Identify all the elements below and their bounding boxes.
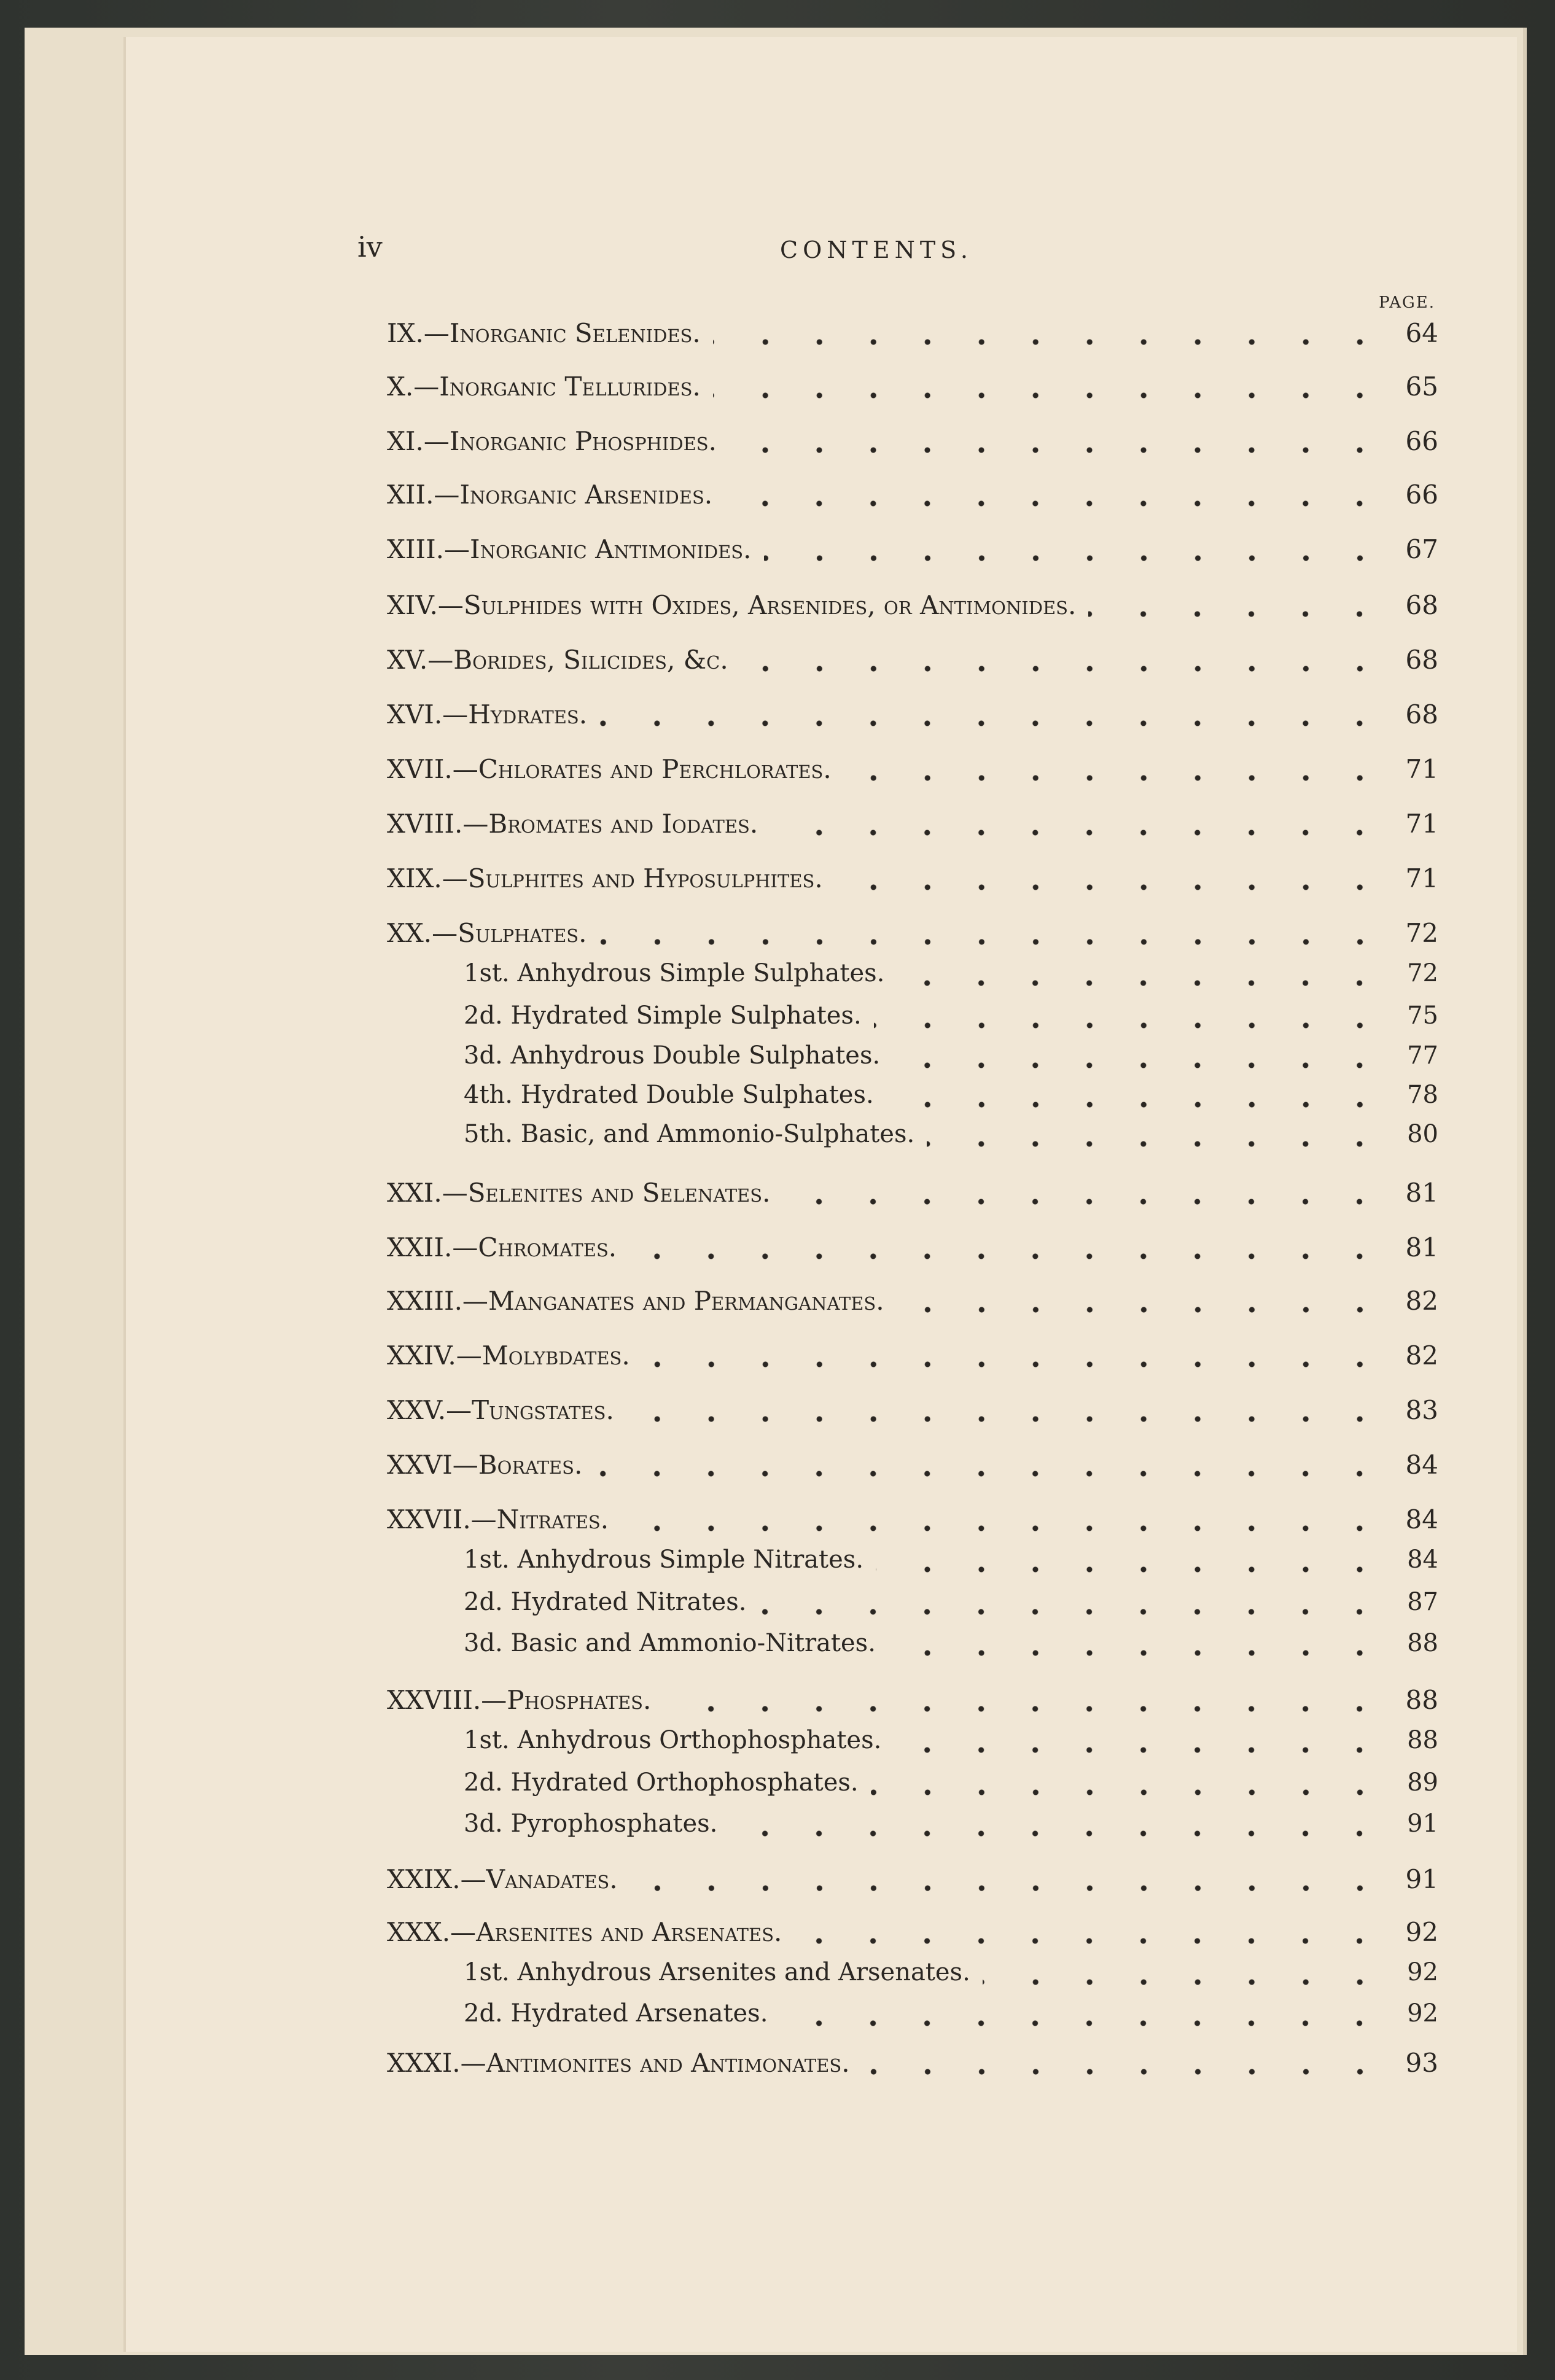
- entry-number: 2d.: [464, 1768, 503, 1797]
- dot-leader: [626, 1415, 1387, 1423]
- entry-title: Antimonites and Antimonates.: [486, 2048, 850, 2078]
- entry-page-number: 66: [1405, 426, 1438, 456]
- entry-label: [464, 959, 897, 987]
- entry-title: Vanadates.: [486, 1864, 618, 1894]
- entry-title: Hydrates.: [468, 699, 588, 729]
- entry-label: [387, 534, 764, 564]
- entry-title: Molybdates.: [481, 1340, 630, 1371]
- dot-leader: [730, 1830, 1387, 1837]
- entry-number: XXV.—: [387, 1395, 472, 1425]
- entry-number: 2d.: [464, 1999, 503, 2028]
- entry-page-number: 92: [1405, 1917, 1438, 1947]
- toc-subentry: [464, 1726, 1438, 1763]
- entry-title: Inorganic Tellurides.: [439, 371, 701, 402]
- entry-label: [387, 1917, 794, 1947]
- entry-page-number: 89: [1407, 1768, 1438, 1797]
- toc-entry: [387, 699, 1438, 736]
- entry-label: [464, 1120, 927, 1148]
- entry-number: XXX.—: [387, 1917, 477, 1947]
- running-title: CONTENTS.: [780, 236, 973, 263]
- entry-number: XX.—: [387, 918, 458, 948]
- entry-page-number: 68: [1405, 590, 1438, 620]
- entry-label: [387, 1178, 782, 1208]
- toc-entry: [387, 1685, 1438, 1722]
- entry-label: [464, 1081, 886, 1109]
- entry-label: [387, 645, 741, 675]
- toc-subentry: [464, 1958, 1438, 1995]
- toc-subentry: [464, 1588, 1438, 1625]
- dot-leader: [729, 446, 1387, 454]
- entry-number: XIX.—: [387, 863, 468, 893]
- entry-label: [464, 1768, 871, 1797]
- entry-title: Inorganic Antimonides.: [470, 534, 752, 564]
- entry-label: [387, 1232, 629, 1262]
- entry-number: 2d.: [464, 1001, 503, 1030]
- entry-number: XV.—: [387, 645, 454, 675]
- toc-entry: [387, 1504, 1438, 1541]
- entry-number: XXIV.—: [387, 1340, 482, 1371]
- entry-title: Anhydrous Orthophosphates.: [517, 1726, 882, 1754]
- entry-label: [387, 480, 725, 510]
- toc-subentry: [464, 1546, 1438, 1582]
- toc-entry: [387, 645, 1438, 682]
- entry-title: Anhydrous Double Sulphates.: [510, 1041, 881, 1070]
- entry-number: XXIII.—: [387, 1286, 488, 1316]
- toc-entry: [387, 1232, 1438, 1269]
- dot-leader: [782, 1198, 1387, 1205]
- entry-label: [387, 371, 713, 402]
- entry-label: [464, 1958, 983, 1986]
- entry-label: [464, 1041, 892, 1070]
- toc-subentry: [464, 959, 1438, 996]
- toc-entry: [387, 1178, 1438, 1215]
- entry-number: XIV.—: [387, 590, 464, 620]
- entry-page-number: 66: [1405, 480, 1438, 510]
- entry-page-number: 88: [1407, 1629, 1438, 1657]
- entry-title: Inorganic Arsenides.: [459, 480, 713, 510]
- toc-entry: [387, 754, 1438, 791]
- dot-leader: [794, 1937, 1387, 1945]
- toc-entry: [387, 534, 1438, 571]
- dot-leader: [780, 2020, 1387, 2027]
- entry-label: [387, 1395, 626, 1425]
- dot-leader: [983, 1978, 1387, 1986]
- entry-page-number: 65: [1405, 371, 1438, 402]
- entry-page-number: 84: [1407, 1546, 1438, 1574]
- entry-title: Sulphides with Oxides, Arsenides, or Antimonides.: [463, 590, 1077, 620]
- entry-number: XXVII.—: [387, 1504, 497, 1534]
- entry-page-number: 75: [1407, 1001, 1438, 1030]
- page-number: iv: [357, 230, 383, 263]
- toc-subentry: [464, 1041, 1438, 1078]
- dot-leader: [892, 1062, 1387, 1069]
- entry-page-number: 80: [1407, 1120, 1438, 1148]
- entry-title: Chromates.: [478, 1232, 617, 1262]
- entry-title: Arsenites and Arsenates.: [476, 1917, 782, 1947]
- toc-entry: [387, 1917, 1438, 1954]
- entry-title: Inorganic Phosphides.: [449, 426, 717, 456]
- entry-label: [387, 1685, 663, 1715]
- entry-number: 3d.: [464, 1810, 503, 1838]
- entry-number: XI.—: [387, 426, 450, 456]
- entry-title: Borides, Silicides, &c.: [453, 645, 728, 675]
- entry-number: 1st.: [464, 959, 510, 987]
- entry-number: 4th.: [464, 1081, 513, 1109]
- entry-page-number: 83: [1405, 1395, 1438, 1425]
- entry-page-number: 68: [1405, 645, 1438, 675]
- entry-title: Sulphites and Hyposulphites.: [467, 863, 823, 893]
- entry-title: Borates.: [478, 1450, 583, 1480]
- entry-number: 1st.: [464, 1726, 510, 1754]
- dot-leader: [876, 1566, 1387, 1573]
- toc-entry: [387, 863, 1438, 900]
- dot-leader: [874, 1022, 1387, 1029]
- entry-number: 3d.: [464, 1041, 503, 1070]
- entry-label: [464, 1999, 780, 2028]
- entry-label: [387, 699, 599, 729]
- toc-entry: [387, 426, 1438, 463]
- entry-title: Hydrated Arsenates.: [510, 1999, 768, 2028]
- dot-leader: [888, 1649, 1387, 1657]
- toc-entry: [387, 1340, 1438, 1377]
- entry-page-number: 71: [1405, 809, 1438, 839]
- entry-page-number: 91: [1407, 1810, 1438, 1838]
- entry-page-number: 82: [1405, 1340, 1438, 1371]
- entry-page-number: 81: [1405, 1232, 1438, 1262]
- entry-label: [387, 918, 599, 948]
- toc-entry: [387, 2048, 1438, 2085]
- dot-leader: [927, 1140, 1387, 1148]
- entry-label: [387, 1340, 642, 1371]
- dot-leader: [713, 338, 1387, 346]
- toc-subentry: [464, 1629, 1438, 1666]
- dot-leader: [1088, 610, 1387, 618]
- entry-page-number: 72: [1407, 959, 1438, 987]
- entry-label: [387, 809, 770, 839]
- entry-title: Anhydrous Simple Nitrates.: [517, 1546, 864, 1574]
- entry-page-number: 64: [1405, 318, 1438, 348]
- dot-leader: [844, 774, 1387, 782]
- dot-leader: [741, 665, 1387, 672]
- entry-label: [464, 1629, 888, 1657]
- entry-number: 5th.: [464, 1120, 513, 1148]
- dot-leader: [897, 979, 1387, 987]
- entry-title: Inorganic Selenides.: [449, 318, 701, 348]
- entry-page-number: 82: [1405, 1286, 1438, 1316]
- dot-leader: [594, 1470, 1387, 1477]
- toc-entry: [387, 809, 1438, 846]
- entry-page-number: 93: [1405, 2048, 1438, 2078]
- entry-title: Hydrated Double Sulphates.: [520, 1081, 874, 1109]
- entry-page-number: 72: [1405, 918, 1438, 948]
- dot-leader: [642, 1361, 1387, 1368]
- entry-number: XXII.—: [387, 1232, 478, 1262]
- dot-leader: [758, 1608, 1387, 1616]
- entry-label: [387, 2048, 862, 2078]
- entry-page-number: 87: [1407, 1588, 1438, 1616]
- dot-leader: [713, 392, 1387, 399]
- entry-number: XVI.—: [387, 699, 469, 729]
- dot-leader: [629, 1253, 1387, 1260]
- entry-title: Basic and Ammonio-Nitrates.: [510, 1629, 876, 1657]
- entry-title: Manganates and Permanganates.: [488, 1286, 884, 1316]
- entry-number: IX.—: [387, 318, 450, 348]
- entry-page-number: 92: [1407, 1999, 1438, 2028]
- dot-leader: [663, 1705, 1387, 1713]
- entry-label: [387, 590, 1088, 620]
- toc-entry: [387, 371, 1438, 408]
- toc-subentry: [464, 1768, 1438, 1805]
- dot-leader: [770, 829, 1387, 836]
- entry-title: Anhydrous Simple Sulphates.: [517, 959, 885, 987]
- entry-label: [464, 1726, 894, 1754]
- entry-number: X.—: [387, 371, 440, 402]
- toc-entry: [387, 1286, 1438, 1323]
- entry-page-number: 81: [1405, 1178, 1438, 1208]
- dot-leader: [630, 1884, 1387, 1892]
- entry-title: Nitrates.: [496, 1504, 609, 1534]
- entry-page-number: 71: [1405, 863, 1438, 893]
- entry-label: [464, 1546, 876, 1574]
- dot-leader: [764, 554, 1387, 562]
- entry-number: XXIX.—: [387, 1864, 486, 1894]
- entry-number: 3d.: [464, 1629, 503, 1657]
- entry-page-number: 67: [1405, 534, 1438, 564]
- entry-number: XXXI.—: [387, 2048, 486, 2078]
- entry-title: Basic, and Ammonio-Sulphates.: [520, 1120, 915, 1148]
- dot-leader: [871, 1789, 1387, 1796]
- entry-page-number: 84: [1405, 1504, 1438, 1534]
- toc-entry: [387, 1450, 1438, 1487]
- entry-title: Selenites and Selenates.: [467, 1178, 771, 1208]
- dot-leader: [886, 1101, 1387, 1108]
- entry-number: 1st.: [464, 1546, 510, 1574]
- entry-number: XXI.—: [387, 1178, 468, 1208]
- dot-leader: [862, 2068, 1387, 2075]
- toc-subentry: [464, 1810, 1438, 1846]
- entry-label: [387, 1504, 621, 1534]
- toc-entry: [387, 590, 1438, 627]
- entry-title: Pyrophosphates.: [510, 1810, 718, 1838]
- toc-subentry: [464, 1120, 1438, 1157]
- entry-number: XVIII.—: [387, 809, 489, 839]
- entry-number: XXVI—: [387, 1450, 478, 1480]
- dot-leader: [894, 1746, 1387, 1754]
- entry-title: Anhydrous Arsenites and Arsenates.: [517, 1958, 970, 1986]
- dot-leader: [725, 500, 1387, 507]
- entry-page-number: 92: [1407, 1958, 1438, 1986]
- toc-entry: [387, 480, 1438, 516]
- entry-label: [464, 1001, 874, 1030]
- toc-entry: [387, 318, 1438, 355]
- entry-page-number: 68: [1405, 699, 1438, 729]
- entry-page-number: 91: [1405, 1864, 1438, 1894]
- entry-label: [387, 426, 729, 456]
- entry-page-number: 71: [1405, 754, 1438, 784]
- entry-page-number: 78: [1407, 1081, 1438, 1109]
- entry-number: XII.—: [387, 480, 460, 510]
- dot-leader: [621, 1525, 1387, 1532]
- entry-label: [464, 1588, 758, 1616]
- entry-label: [464, 1810, 730, 1838]
- entry-label: [387, 1864, 630, 1894]
- entry-page-number: 88: [1405, 1685, 1438, 1715]
- entry-label: [387, 1450, 594, 1480]
- toc-entry: [387, 1395, 1438, 1432]
- toc-subentry: [464, 1999, 1438, 2036]
- dot-leader: [835, 884, 1387, 891]
- entry-number: XIII.—: [387, 534, 470, 564]
- entry-title: Hydrated Simple Sulphates.: [510, 1001, 862, 1030]
- page-column-heading: PAGE.: [1379, 294, 1435, 312]
- toc-subentry: [464, 1081, 1438, 1118]
- entry-number: 1st.: [464, 1958, 510, 1986]
- entry-label: [387, 1286, 897, 1316]
- entry-page-number: 88: [1407, 1726, 1438, 1754]
- entry-page-number: 77: [1407, 1041, 1438, 1070]
- toc-entry: [387, 918, 1438, 955]
- entry-label: [387, 318, 713, 348]
- entry-page-number: 84: [1405, 1450, 1438, 1480]
- entry-number: 2d.: [464, 1588, 503, 1616]
- dot-leader: [897, 1306, 1387, 1313]
- toc-entry: [387, 1864, 1438, 1901]
- entry-title: Tungstates.: [472, 1395, 614, 1425]
- dot-leader: [599, 720, 1387, 727]
- entry-title: Hydrated Nitrates.: [510, 1588, 747, 1616]
- entry-number: XVII.—: [387, 754, 478, 784]
- entry-label: [387, 863, 835, 893]
- entry-title: Phosphates.: [507, 1685, 652, 1715]
- entry-label: [387, 754, 844, 784]
- toc-subentry: [464, 1001, 1438, 1038]
- entry-number: XXVIII.—: [387, 1685, 507, 1715]
- entry-title: Bromates and Iodates.: [488, 809, 758, 839]
- entry-title: Chlorates and Perchlorates.: [478, 754, 832, 784]
- entry-title: Hydrated Orthophosphates.: [510, 1768, 859, 1797]
- entry-title: Sulphates.: [458, 918, 587, 948]
- dot-leader: [599, 938, 1387, 946]
